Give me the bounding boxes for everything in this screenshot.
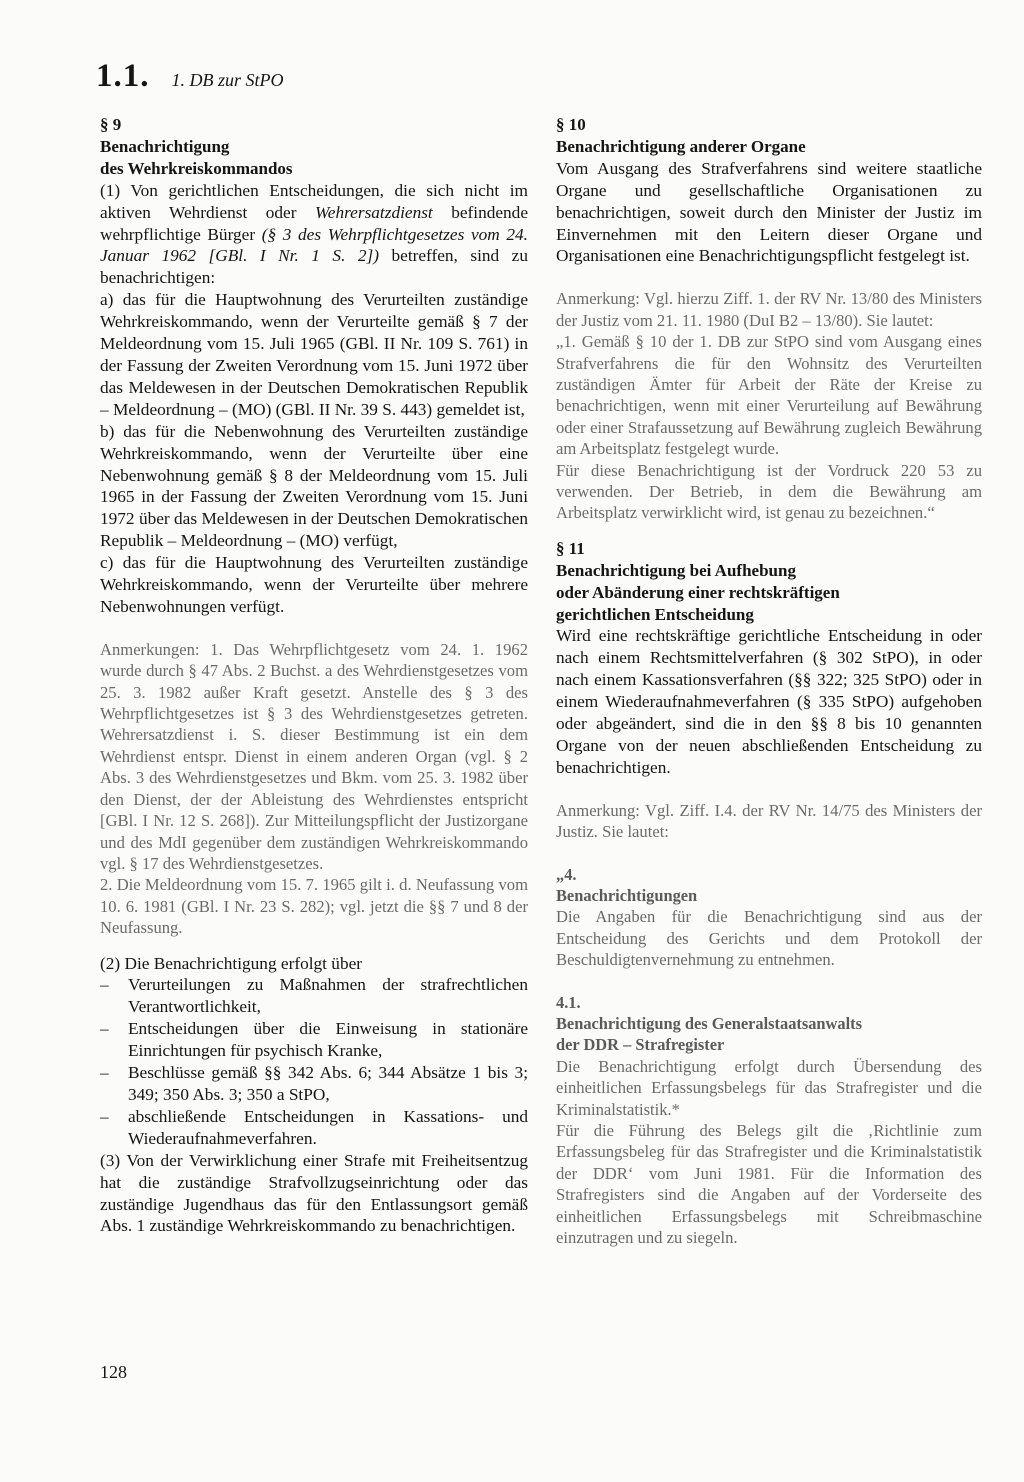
text-run: befindende wehrpflichtige Bürger xyxy=(100,202,528,244)
annotation-section-10: Anmerkung: Vgl. hierzu Ziff. 1. der RV Nr. 13/80 des Ministers der Justiz vom 21. 11. 1980 (DuI B2 – 13/80). Sie lautet: xyxy=(556,289,982,330)
section-11-title-line1: Benachrichtigung bei Aufhebung xyxy=(556,560,796,580)
annotation-quote-1: „1. Gemäß § 10 der 1. DB zur StPO sind vom Ausgang eines Strafverfahrens die für den Wohnsitz des Verurteilten zuständigen Ämter für Arbeit der Räte der Kreise zu benachrichtigen, wenn mit einer Verurteilung auf Bewährung oder einer Strafaussetzung auf Bewährung zugleich Bewährung am Arbeitsplatz festgelegt wurde. xyxy=(556,332,982,459)
section-9-title-line1: Benachrichtigung xyxy=(100,136,230,156)
page-number: 128 xyxy=(100,1362,127,1382)
section-11-title-line3: gerichtlichen Entscheidung xyxy=(556,604,754,624)
list-item: – Beschlüsse gemäß §§ 342 Abs. 6; 344 Absätze 1 bis 3; 349; 350 Abs. 3; 350 a StPO, xyxy=(100,1062,528,1106)
italic-reference: (§ 3 des Wehrpflichtgesetzes vom 24. Januar 1962 [GBl. I Nr. 1 S. 2]) xyxy=(100,224,528,266)
list-item: – Entscheidungen über die Einweisung in stationäre Einrichtungen für psychisch Kranke, xyxy=(100,1018,528,1062)
quote-4-text: Die Angaben für die Benachrichtigung sind aus der Entscheidung des Gerichts und dem Protokoll der Beschuldigtenvernehmung zu entnehmen. xyxy=(556,907,982,970)
left-column xyxy=(100,114,528,1237)
section-10-text: Vom Ausgang des Strafverfahrens sind weitere staatliche Organe und gesellschaftliche Organisationen zu benachrichtigen, soweit durch den Minister der Justiz im Einvernehmen mit den Leitern dieser Organe und Organisationen eine Benachrichtigungspflicht festgelegt ist. xyxy=(556,158,982,266)
quote-4-title: Benachrichtigungen xyxy=(556,886,698,905)
chapter-title: 1. DB zur StPO xyxy=(171,70,284,90)
list-item: – Verurteilungen zu Maßnahmen der strafrechtlichen Verantwortlichkeit, xyxy=(100,974,528,1018)
section-9-item-b: b) das für die Nebenwohnung des Verurteilten zuständige Wehrkreiskommando, wenn der Verurteilte über eine Nebenwohnung gemäß § 8 der Meldeordnung vom 15. Juli 1965 in der Fassung der Zweiten Verordnung vom 15. Juni 1972 über das Meldewesen in der Deutschen Demokratischen Republik – Meldeordnung – (MO) verfügt, xyxy=(100,421,528,551)
section-10-number: § 10 xyxy=(556,115,586,134)
annotation-quote-2: Für diese Benachrichtigung ist der Vordruck 220 53 zu verwenden. Der Betrieb, in dem die Bewährung am Arbeitsplatz verwirklicht wird, ist genau zu bezeichnen.“ xyxy=(556,460,982,523)
annotation-section-11: Anmerkung: Vgl. Ziff. I.4. der RV Nr. 14/75 des Ministers der Justiz. Sie lautet: xyxy=(556,800,982,842)
section-11-title-line2: oder Abänderung einer rechtskräftigen xyxy=(556,582,840,602)
text-run: (1) Von gerichtlichen Entscheidungen, die sich nicht im aktiven Wehrdienst oder xyxy=(100,180,528,222)
section-9-item-c: c) das für die Hauptwohnung des Verurteilten zuständige Wehrkreiskommando, wenn der Verurteilte über mehrere Nebenwohnungen verfügt. xyxy=(100,553,528,616)
text-run: betreffen, sind zu benachrichtigen: xyxy=(100,246,528,288)
chapter-number: 1.1. xyxy=(96,58,150,94)
quote-4-1-text-1: Die Benachrichtigung erfolgt durch Übersendung des einheitlichen Erfassungsbelegs für das Strafregister und die Kriminalstatistik.* xyxy=(556,1056,982,1119)
quote-4-1-number: 4.1. xyxy=(556,992,581,1012)
quote-4-1-text-2: Für die Führung des Belegs gilt die ‚Richtlinie zum Erfassungsbeleg für das Strafregister und die Kriminalstatistik der DDR‘ vom Juni 1981. Für die Information des Strafregisters sind die Angaben auf der Vorderseite des einheitlichen Erfassungsbelegs mit Schreibmaschine einzutragen und zu siegeln. xyxy=(556,1121,982,1248)
running-header xyxy=(96,58,284,98)
list-item: – abschließende Entscheidungen in Kassations- und Wiederaufnahmeverfahren. xyxy=(100,1106,528,1150)
notification-list xyxy=(100,974,528,1149)
section-9-number: § 9 xyxy=(100,115,122,134)
annotation-1: Anmerkungen: 1. Das Wehrpflichtgesetz vom 24. 1. 1962 wurde durch § 47 Abs. 2 Buchst. a des Wehrdienstgesetzes vom 25. 3. 1982 außer Kraft gesetzt. Anstelle des § 3 des Wehrpflichtgesetzes ist § 3 des Wehrdienstgesetzes getreten. Wehrersatzdienst i. S. dieser Bestimmung ist ein dem Wehrdienst entspr. Dienst in einem anderen Organ (vgl. § 2 Abs. 3 des Wehrdienstgesetzes und Bkm. vom 25. 3. 1982 über den Dienst, der der Ableistung des Wehrdienstes entspricht [GBl. I Nr. 12 S. 268]). Zur Mitteilungspflicht der Justizorgane und des MdI gegenüber dem zuständigen Wehrkreiskommando vgl. § 17 des Wehrdienstgesetzes. xyxy=(100,639,528,873)
annotation-2: 2. Die Meldeordnung vom 15. 7. 1965 gilt i. d. Neufassung vom 10. 6. 1981 (GBl. I Nr. 23 S. 282); vgl. jetzt die §§ 7 und 8 der Neufassung. xyxy=(100,875,528,938)
quote-4-1-title-line1: Benachrichtigung des Generalstaatsanwalts xyxy=(556,1014,862,1034)
right-column xyxy=(556,114,982,1249)
section-9-paragraph-1 xyxy=(100,180,528,290)
section-9-paragraph-3: (3) Von der Verwirklichung einer Strafe mit Freiheitsentzug hat die zuständige Strafvollzugseinrichtung oder das zuständige Jugendhaus das für den Entlassungsort gemäß Abs. 1 zuständige Wehrkreiskommando zu benachrichtigen. xyxy=(100,1150,528,1236)
section-10-title: Benachrichtigung anderer Organe xyxy=(556,136,806,156)
section-9-title-line2: des Wehrkreiskommandos xyxy=(100,158,293,178)
section-11-text: Wird eine rechtskräftige gerichtliche Entscheidung in oder nach einem Rechtsmittelverfahren (§ 302 StPO), in oder nach einem Kassationsverfahren (§§ 322; 325 StPO) oder in einem Wiederaufnahmeverfahren (§ 335 StPO) aufgehoben oder abgeändert, sind die in den §§ 8 bis 10 genannten Organe von der neuen abschließenden Entscheidung zu benachrichtigen. xyxy=(556,626,982,777)
quote-4-number: „4. xyxy=(556,864,577,884)
section-9-paragraph-2: (2) Die Benachrichtigung erfolgt über xyxy=(100,953,363,973)
section-9-item-a: a) das für die Hauptwohnung des Verurteilten zuständige Wehrkreiskommando, wenn der Verurteilte gemäß § 7 der Meldeordnung vom 15. Juli 1965 (GBl. II Nr. 109 S. 761) in der Fassung der Zweiten Verordnung vom 15. Juni 1972 über das Meldewesen in der Deutschen Demokratischen Republik – Meldeordnung – (MO) (GBl. II Nr. 39 S. 443) gemeldet ist, xyxy=(100,290,528,419)
italic-run: Wehrersatzdienst xyxy=(314,202,433,222)
quote-4-1-title-line2: der DDR – Strafregister xyxy=(556,1035,725,1055)
section-11-number: § 11 xyxy=(556,538,585,558)
